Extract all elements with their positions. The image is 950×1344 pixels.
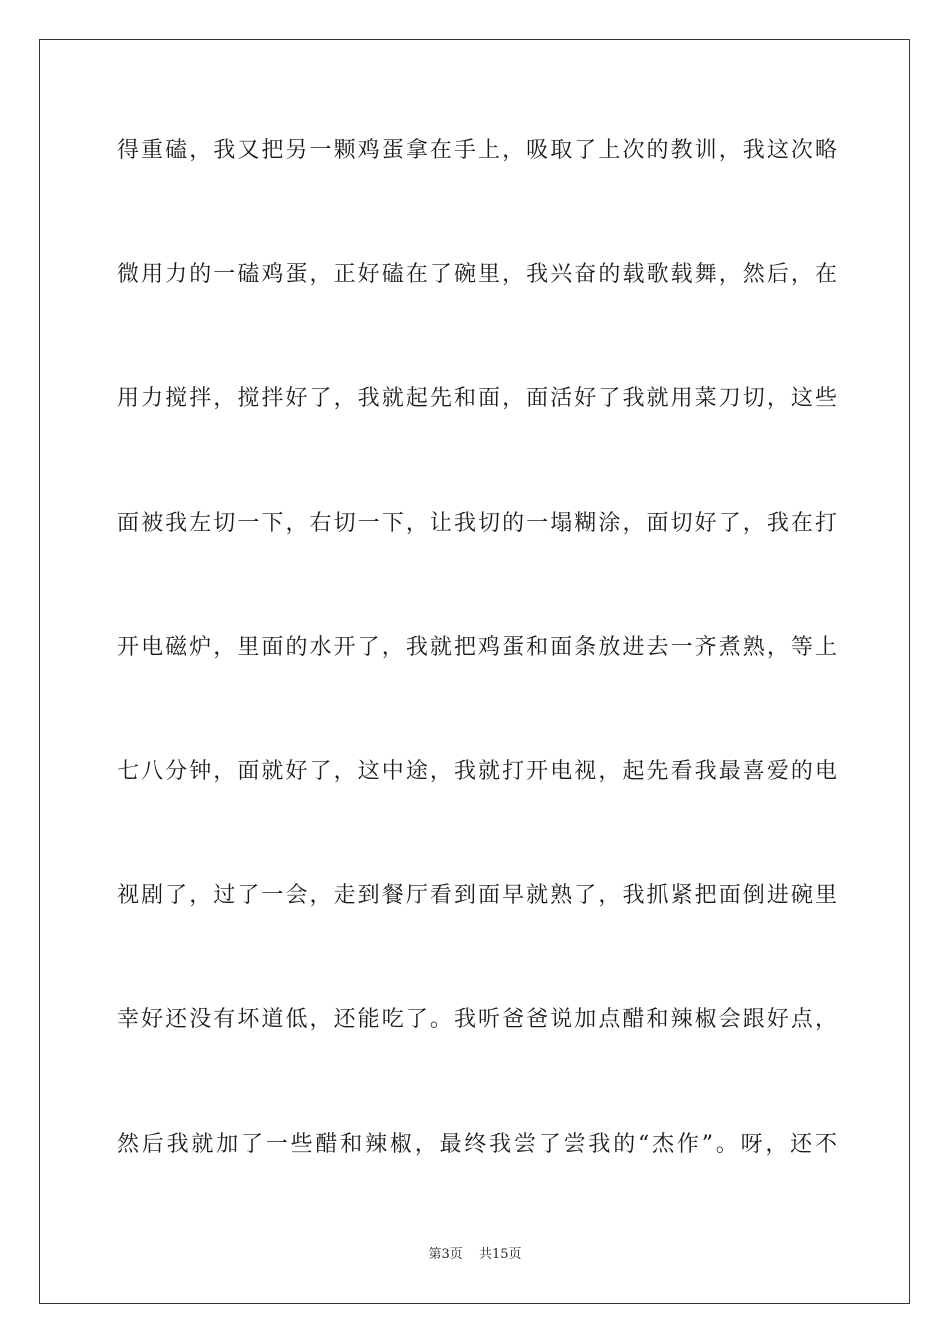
- total-pages: 共15页: [478, 1247, 522, 1262]
- text-line: 七八分钟，面就好了，这中途，我就打开电视，起先看我最喜爱的电: [117, 759, 837, 784]
- page-border: [39, 39, 910, 1304]
- text-line: 幸好还没有坏道低，还能吃了。我听爸爸说加点醋和辣椒会跟好点，: [117, 1007, 837, 1032]
- text-line: 视剧了，过了一会，走到餐厅看到面早就熟了，我抓紧把面倒进碗里: [117, 883, 837, 908]
- text-line: 面被我左切一下，右切一下，让我切的一塌糊涂，面切好了，我在打: [117, 511, 837, 536]
- page-number: 第3页: [428, 1247, 463, 1262]
- page-footer: [0, 1247, 950, 1263]
- text-line: 微用力的一磕鸡蛋，正好磕在了碗里，我兴奋的载歌载舞，然后，在: [117, 262, 837, 287]
- text-line: 开电磁炉，里面的水开了，我就把鸡蛋和面条放进去一齐煮熟，等上: [117, 635, 837, 660]
- text-line: 得重磕，我又把另一颗鸡蛋拿在手上，吸取了上次的教训，我这次略: [117, 138, 837, 163]
- text-line: 用力搅拌，搅拌好了，我就起先和面，面活好了我就用菜刀切，这些: [117, 386, 837, 411]
- text-line: 然后我就加了一些醋和辣椒，最终我尝了尝我的“杰作”。呀，还不: [117, 1132, 837, 1157]
